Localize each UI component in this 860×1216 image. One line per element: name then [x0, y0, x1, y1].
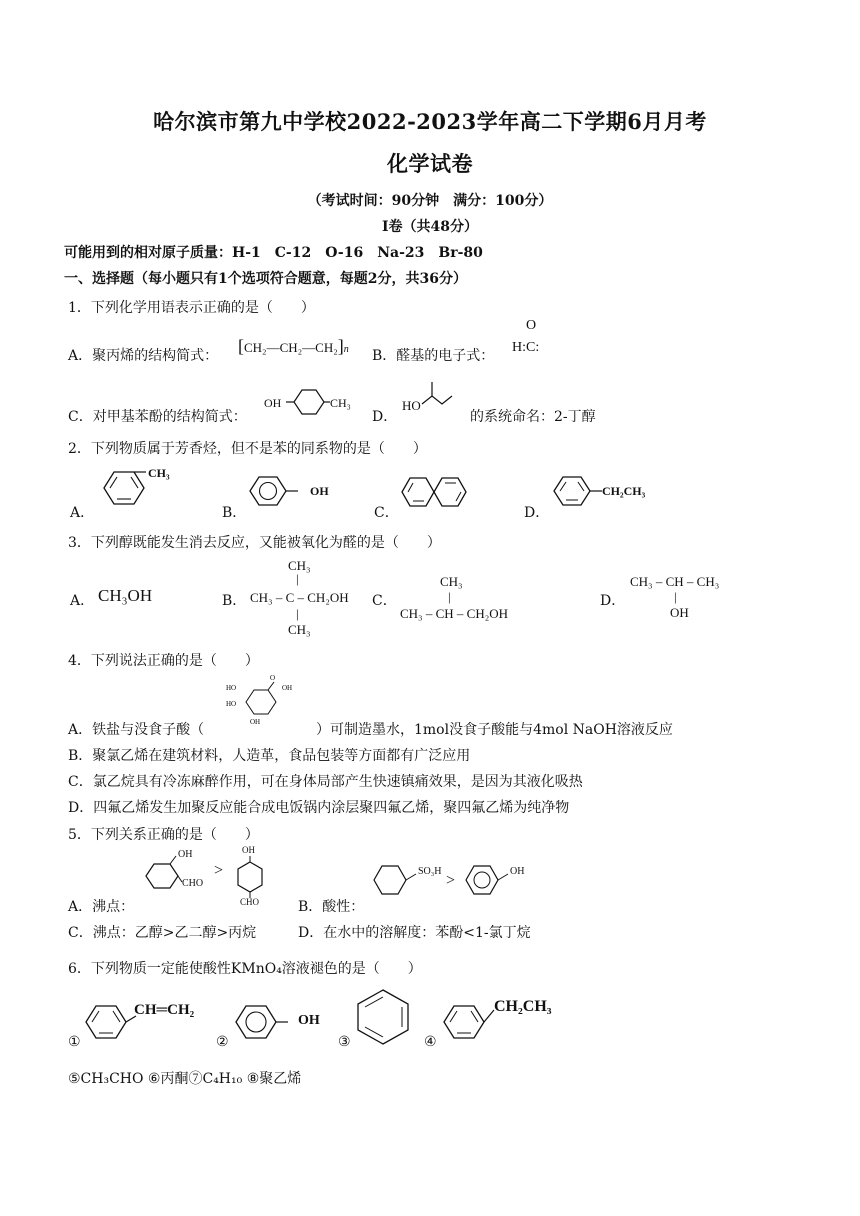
q1-aldehyde-o: O	[526, 318, 537, 333]
q5-option-a: A．沸点：	[68, 899, 135, 915]
q3-c-bond: |	[448, 589, 451, 604]
q6-line2: ⑤CH₃CHO ⑥丙酮⑦C₄H₁₀ ⑧聚乙烯	[68, 1071, 302, 1087]
section-heading: 一、选择题（每小题只有1个选项符合题意，每题2分，共36分）	[64, 271, 467, 287]
q1-stem: 1．下列化学用语表示正确的是（ ）	[68, 300, 315, 316]
q4-option-d: D．四氟乙烯发生加聚反应能合成电饭锅内涂层聚四氟乙烯，聚四氟乙烯为纯净物	[68, 800, 570, 816]
q2-option-c: C．	[374, 505, 399, 521]
q5-stem: 5．下列关系正确的是（ ）	[68, 827, 259, 843]
q4-gallic-acid	[224, 674, 304, 726]
atomic-masses: 可能用到的相对原子质量：H-1 C-12 O-16 Na-23 Br-80	[64, 245, 483, 261]
q2-option-a: A．	[70, 505, 95, 521]
q2-option-d: D．	[524, 505, 550, 521]
q6-phenol-sub: OH	[298, 1013, 320, 1028]
q5-option-d: D．在水中的溶解度：苯酚<1-氯丁烷	[298, 925, 531, 941]
page-title: 哈尔滨市第九中学校2022-2023学年高二下学期6月月考	[153, 109, 707, 134]
q3-c-top: CH₃	[440, 574, 463, 589]
q2-stem: 2．下列物质属于芳香烃，但不是苯的同系物的是（ ）	[68, 441, 427, 457]
q5-a-cho2: CHO	[240, 897, 260, 907]
q6-stem: 6．下列物质一定能使酸性KMnO₄溶液褪色的是（ ）	[68, 961, 422, 977]
q3-b-bond-top: |	[296, 571, 299, 586]
q4-option-a-pre: A．铁盐与没食子酸（	[68, 722, 205, 738]
q3-d-bond: |	[674, 589, 677, 604]
q5-salicylaldehyde	[142, 856, 198, 896]
q6-item-4: ④	[424, 1034, 437, 1050]
q4-option-a-post: ）可制造墨水，1mol没食子酸能与4mol NaOH溶液反应	[316, 722, 673, 738]
q6-benzene	[356, 988, 412, 1046]
q5-b-so3h: SO₃H	[418, 866, 442, 877]
svg-text:OH: OH	[250, 718, 261, 726]
q4-stem: 4．下列说法正确的是（ ）	[68, 653, 259, 669]
q3-option-b: B．	[222, 593, 247, 609]
q6-item-2: ②	[216, 1034, 229, 1050]
q3-b-mid: CH₃ – C – CH₂OH	[250, 590, 349, 605]
svg-text:HO: HO	[226, 700, 237, 708]
q1-option-d-label: D．	[372, 409, 398, 425]
q2-a-ch3: CH₃	[148, 466, 170, 480]
q1-c-oh: OH	[264, 396, 282, 410]
q2-naphthalene	[400, 472, 472, 512]
q5-option-b: B．酸性：	[298, 899, 365, 915]
q5-b-oh: OH	[510, 866, 525, 877]
q2-option-b: B．	[222, 505, 247, 521]
q6-phenol	[232, 1000, 302, 1046]
q5-a-cho1: CHO	[182, 878, 204, 889]
q6-styrene-sub: CH═CH₂	[134, 1002, 195, 1018]
q4-option-b: B．聚氯乙烯在建筑材料，人造革，食品包装等方面都有广泛应用	[68, 748, 471, 764]
q1-polypropylene-formula: [CH₂—CH₂—CH₂]n	[238, 336, 349, 356]
q6-item-3: ③	[338, 1034, 351, 1050]
q5-a-oh1: OH	[178, 849, 193, 860]
q2-phenol	[246, 472, 310, 512]
q1-c-ch3: CH₃	[330, 396, 351, 410]
page-subtitle: 化学试卷	[387, 151, 473, 176]
volume-label: Ⅰ卷（共48分）	[381, 219, 479, 235]
q3-d-mid: CH₃ – CH – CH₃	[630, 574, 720, 589]
q3-option-d: D．	[600, 593, 626, 609]
svg-text:HO: HO	[226, 684, 237, 692]
q4-option-c: C．氯乙烷具有冷冻麻醉作用，可在身体局部产生快速镇痛效果，是因为其液化吸热	[68, 774, 583, 790]
q3-d-bot: OH	[670, 605, 689, 620]
q3-option-c: C．	[372, 593, 397, 609]
q6-item-1: ①	[68, 1034, 81, 1050]
q5-a-gt: >	[214, 862, 224, 879]
q5-b-gt: >	[446, 872, 456, 889]
q5-a-oh2: OH	[242, 845, 255, 855]
svg-text:O: O	[270, 674, 276, 682]
q1-option-b: B．醛基的电子式：	[372, 348, 495, 364]
q3-b-bond-bot: |	[296, 606, 299, 621]
q3-a-formula: CH₃OH	[98, 586, 153, 605]
exam-info: （考试时间：90分钟 满分：100分）	[307, 193, 553, 209]
q3-c-mid: CH₃ – CH – CH₂OH	[400, 606, 509, 621]
q6-styrene	[82, 998, 138, 1046]
q1-d-text: 的系统命名：2-丁醇	[470, 409, 596, 425]
q5-option-c: C．沸点：乙醇>乙二醇>丙烷	[68, 925, 257, 941]
q2-d-ch2ch3: CH₂CH₃	[602, 484, 646, 498]
q3-b-bot: CH₃	[288, 622, 311, 637]
q1-aldehyde-hc: H:C:	[512, 340, 540, 355]
svg-text:OH: OH	[282, 684, 293, 692]
q1-butanol-skeleton	[420, 380, 464, 410]
q3-b-top: CH₃	[288, 558, 311, 573]
q1-d-ho: HO	[402, 398, 421, 413]
q2-b-oh: OH	[310, 484, 329, 498]
q1-option-a: A．聚丙烯的结构简式：	[68, 348, 219, 364]
q3-stem: 3．下列醇既能发生消去反应，又能被氧化为醛的是（ ）	[68, 535, 441, 551]
q1-option-c: C．对甲基苯酚的结构简式：	[68, 409, 247, 425]
q6-ethylbenzene-sub: CH₂CH₃	[494, 998, 552, 1015]
q1-cresol-ring	[286, 388, 330, 420]
q3-option-a: A．	[70, 593, 95, 609]
